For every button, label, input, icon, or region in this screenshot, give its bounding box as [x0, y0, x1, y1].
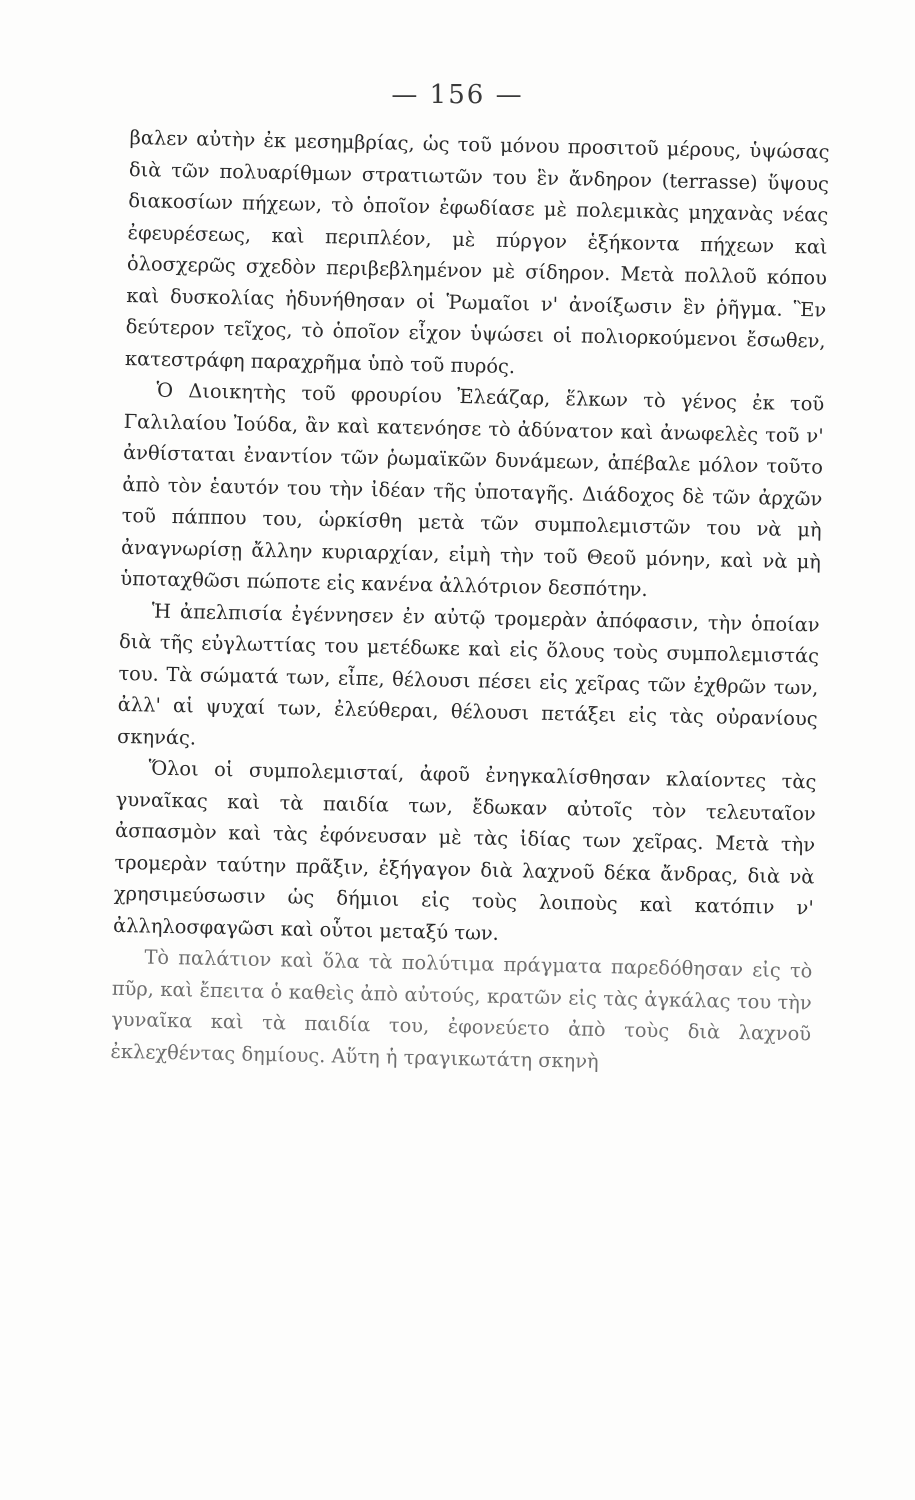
paragraph-1: βαλεν αὐτὴν ἐκ μεσημβρίας, ὡς τοῦ μόνου προσιτοῦ μέρους, ὑψώσας διὰ τῶν πολυαρίθμων στρατιωτῶν του ἓν ἄνδηρον (terrasse) ὕψους διακοσίων πήχεων, τὸ ὁποῖον ἐφωδίασε μὲ πολεμικὰς μηχανὰς νέας ἐφευρέσεως, καὶ περιπλέον, μὲ πύργον ἑξήκοντα πήχεων καὶ ὁλοσχερῶς σχεδὸν περιβεβλημένον μὲ σίδηρον. Μετὰ πολλοῦ κόπου καὶ δυσκολίας ἠδυνήθησαν οἱ Ῥωμαῖοι ν' ἀνοίξωσιν ἓν ῥῆγμα. Ἓν δεύτερον τεῖχος, τὸ ὁποῖον εἶχον ὑψώσει οἱ πολιορκούμενοι ἔσωθεν, κατεστράφη παραχρῆμα ὑπὸ τοῦ πυρός. [124, 125, 830, 378]
paragraph-5: Τὸ παλάτιον καὶ ὅλα τὰ πολύτιμα πράγματα παρεδόθησαν εἰς τὸ πῦρ, καὶ ἔπειτα ὁ καθεὶς ἀπὸ αὐτούς, κρατῶν εἰς τὰς ἀγκάλας του τὴν γυναῖκα καὶ τὰ παιδία του, ἐφονεύετο ἀπὸ τοὺς διὰ λαχνοῦ ἐκλεχθέντας δημίους. Αὕτη ἡ τραγικωτάτη σκηνὴ [110, 945, 813, 1073]
paragraph-3: Ἡ ἀπελπισία ἐγέννησεν ἐν αὐτῷ τρομερὰν ἀπόφασιν, τὴν ὁποίαν διὰ τῆς εὐγλωττίας του μετέδωκε καὶ εἰς ὅλους τοὺς συμπολεμιστάς του. Τὰ σώματά των, εἶπε, θέλουσι πέσει εἰς χεῖρας τῶν ἐχθρῶν των, ἀλλ' αἱ ψυχαί των, ἐλεύθεραι, θέλουσι πετάξει εἰς τὰς οὐρανίους σκηνάς. [116, 599, 820, 750]
body-text [110, 122, 830, 1081]
paragraph-2: Ὁ Διοικητὴς τοῦ φρουρίου Ἐλεάζαρ, ἕλκων τὸ γένος ἐκ τοῦ Γαλιλαίου Ἰούδα, ἂν καὶ κατενόησε τὸ ἀδύνατον καὶ ἀνωφελὲς τοῦ ν' ἀνθίσταται ἐναντίον τῶν ῥωμαϊκῶν δυνάμεων, ἀπέβαλε μόλον τοῦτο ἀπὸ τὸν ἑαυτόν του τὴν ἰδέαν τῆς ὑποταγῆς. Διάδοχος δὲ τῶν ἀρχῶν τοῦ πάππου του, ὡρκίσθη μετὰ τῶν συμπολεμιστῶν του νὰ μὴ ἀναγνωρίσῃ ἄλλην κυριαρχίαν, εἰμὴ τὴν τοῦ Θεοῦ μόνην, καὶ νὰ μὴ ὑποταχθῶσι πώποτε εἰς κανένα ἀλλότριον δεσπότην. [120, 378, 825, 601]
page-number: — 156 — [391, 80, 524, 110]
paragraph-4: Ὅλοι οἱ συμπολεμισταί, ἀφοῦ ἐνηγκαλίσθησαν κλαίοντες τὰς γυναῖκας καὶ τὰ παιδία των, ἔδωκαν αὐτοῖς τὸν τελευταῖον ἀσπασμὸν καὶ τὰς ἐφόνευσαν μὲ τὰς ἰδίας των χεῖρας. Μετὰ τὴν τρομερὰν ταύτην πρᾶξιν, ἐξήγαγον διὰ λαχνοῦ δέκα ἄνδρας, διὰ νὰ χρησιμεύσωσιν ὡς δήμιοι εἰς τοὺς λοιποὺς καὶ κατόπιν ν' ἀλληλοσφαγῶσι καὶ οὗτοι μεταξύ των. [112, 756, 817, 945]
